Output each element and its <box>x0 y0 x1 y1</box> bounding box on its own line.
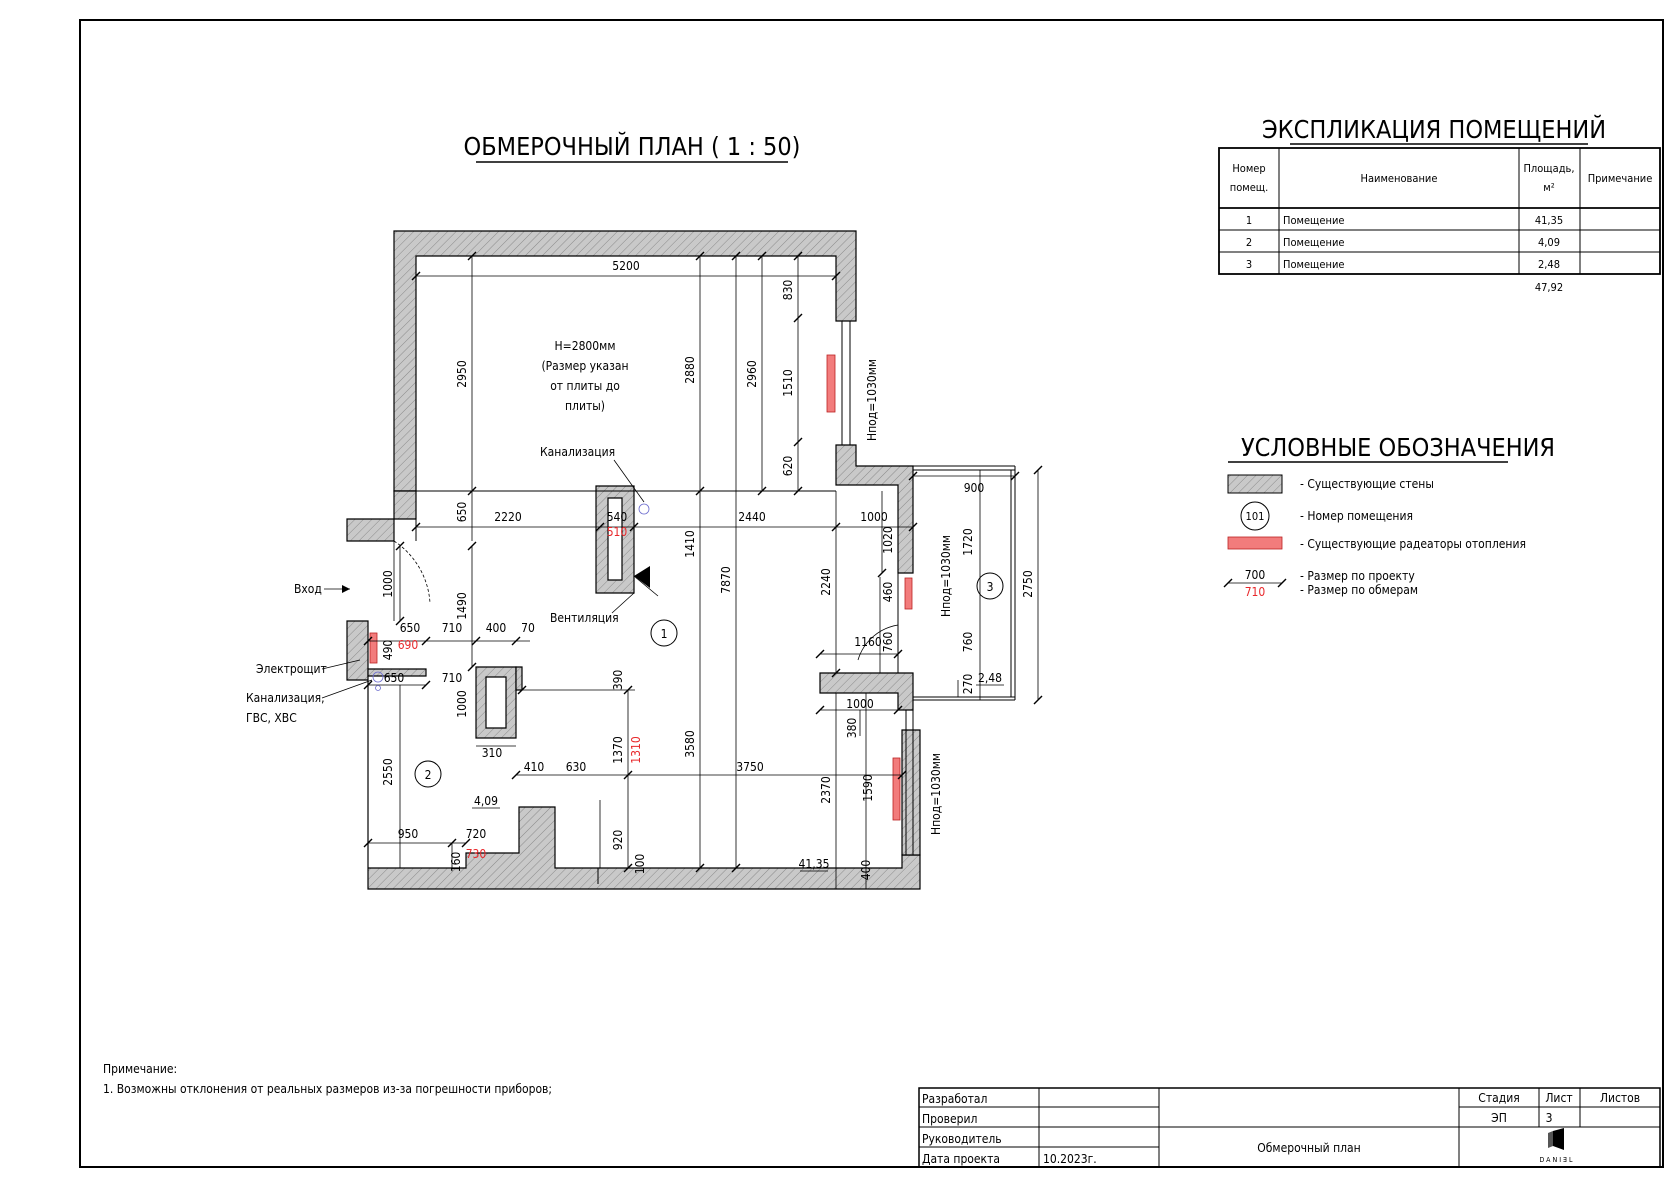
dim-text: 710 <box>441 621 463 635</box>
room-2-area: 4,09 <box>473 794 499 808</box>
dim-text: 1000 <box>381 570 395 598</box>
dim-text: 900 <box>963 481 985 495</box>
entrance-label: Вход <box>294 582 322 596</box>
dim-text: 720 <box>465 827 487 841</box>
dim-text: 650 <box>399 621 421 635</box>
dim-text: 830 <box>781 279 795 301</box>
header-name: Наименование <box>1360 172 1438 185</box>
ventilation-label: Вентиляция <box>550 611 619 625</box>
dim-text: 710 <box>441 671 463 685</box>
existing-walls <box>347 231 920 889</box>
stamp-sheets-header: Листов <box>1599 1091 1641 1105</box>
dim-text: 2240 <box>819 568 833 596</box>
notes-line-1: 1. Возможны отклонения от реальных размеров из-за погрешности приборов; <box>103 1082 553 1096</box>
dim-text-measured: 1310 <box>629 736 643 764</box>
header-area: Площадь, <box>1523 162 1575 175</box>
stamp-project-date: Дата проекта <box>922 1152 1000 1166</box>
dim-text: 1000 <box>455 690 469 718</box>
dim-text-measured: 690 <box>397 638 419 652</box>
row-num: 3 <box>1245 258 1253 271</box>
total-area: 47,92 <box>1534 281 1564 294</box>
legend <box>1224 433 1555 599</box>
dim-text: 1000 <box>860 510 888 524</box>
riser-marker <box>376 686 381 691</box>
legend-dim-measured-label: - Размер по обмерам <box>1300 583 1419 597</box>
stamp-stage-header: Стадия <box>1478 1091 1520 1105</box>
dim-text: 920 <box>611 829 625 851</box>
radiator-1 <box>827 355 835 412</box>
dim-text: 2370 <box>819 776 833 804</box>
dim-text: 1000 <box>846 697 874 711</box>
sewer-label: Канализация <box>540 445 616 459</box>
stamp-manager: Руководитель <box>922 1132 1002 1146</box>
legend-room-sample: 101 <box>1245 510 1265 523</box>
dim-text: 270 <box>961 673 975 695</box>
header-num: помещ. <box>1229 181 1269 194</box>
dim-text: 760 <box>961 631 975 653</box>
radiator-3 <box>893 758 900 820</box>
dim-text: 390 <box>611 669 625 691</box>
room-3-area: 2,48 <box>977 671 1003 685</box>
dim-text: 2440 <box>738 510 766 524</box>
notes <box>103 1062 552 1096</box>
room-1-area: 41,35 <box>798 857 830 871</box>
explication-title: ЭКСПЛИКАЦИЯ ПОМЕЩЕНИЙ <box>1261 115 1607 144</box>
row-name: Помещение <box>1283 236 1345 249</box>
electric-panel-label: Электрощит <box>256 662 327 676</box>
dim-text: 760 <box>881 631 895 653</box>
stamp-checked: Проверил <box>922 1112 978 1126</box>
dim-text: 70 <box>521 621 535 635</box>
radiator-height-label: Hпод=1030мм <box>865 358 879 442</box>
stamp-sheet-value: 3 <box>1545 1111 1553 1125</box>
stamp-stage-value: ЭП <box>1491 1111 1507 1125</box>
dim-text: 1720 <box>961 528 975 556</box>
row-name: Помещение <box>1283 214 1345 227</box>
legend-walls-label: - Существующие стены <box>1300 477 1434 491</box>
header-area: м² <box>1543 181 1555 194</box>
stamp-date-value: 10.2023г. <box>1043 1152 1097 1166</box>
dim-text: 7870 <box>719 566 733 594</box>
legend-dim-design-label: - Размер по проекту <box>1300 569 1415 583</box>
room-3-number: 3 <box>986 580 994 594</box>
dim-text: 3580 <box>683 730 697 758</box>
legend-title: УСЛОВНЫЕ ОБОЗНАЧЕНИЯ <box>1240 433 1556 462</box>
dim-text: 2550 <box>381 758 395 786</box>
dim-text: 950 <box>397 827 419 841</box>
door-swings <box>394 541 898 660</box>
row-name: Помещение <box>1283 258 1345 271</box>
plan-interior-lines <box>416 321 1015 884</box>
room-1-number: 1 <box>660 627 668 641</box>
dim-text: 1160 <box>854 635 882 649</box>
radiator-2 <box>905 578 912 609</box>
stamp-drawing-name: Обмерочный план <box>1257 1141 1361 1155</box>
sewer-marker <box>639 504 649 514</box>
explication-table <box>1219 115 1660 294</box>
room-2-number: 2 <box>424 768 432 782</box>
row-num: 2 <box>1245 236 1253 249</box>
title-block <box>919 1088 1660 1167</box>
dim-text: 5200 <box>612 259 640 273</box>
company-logo <box>1539 1128 1574 1164</box>
legend-room-label: - Номер помещения <box>1300 509 1413 523</box>
dim-text: 3750 <box>736 760 764 774</box>
dim-text: 2750 <box>1021 570 1035 598</box>
dim-text: 2220 <box>494 510 522 524</box>
notes-title: Примечание: <box>103 1062 178 1076</box>
plan-title: ОБМЕРОЧНЫЙ ПЛАН ( 1 : 50) <box>463 132 801 161</box>
logo-text: DANIƎL <box>1539 1156 1575 1164</box>
dim-text: 1590 <box>861 774 875 802</box>
dim-text: 400 <box>859 859 873 881</box>
dim-text: 2880 <box>683 356 697 384</box>
row-num: 1 <box>1245 214 1253 227</box>
ceiling-height-note <box>541 339 628 413</box>
dim-text: 1490 <box>455 592 469 620</box>
dim-text: 460 <box>881 581 895 603</box>
header-note: Примечание <box>1587 172 1653 185</box>
dim-text: 380 <box>845 717 859 739</box>
dim-text: 540 <box>606 510 628 524</box>
dim-text: 400 <box>485 621 507 635</box>
note-line: (Размер указан <box>541 359 629 373</box>
dim-text: 630 <box>565 760 587 774</box>
dim-text: 650 <box>383 671 405 685</box>
dim-text: 1510 <box>781 369 795 397</box>
sewer-water-label: Канализация, <box>246 691 325 705</box>
row-area: 41,35 <box>1534 214 1564 227</box>
dim-text: 310 <box>481 746 503 760</box>
note-line: плиты) <box>564 399 606 413</box>
legend-dim-measured-sample: 710 <box>1244 585 1266 599</box>
legend-radiator-swatch <box>1228 537 1282 549</box>
header-num: Номер <box>1232 162 1266 175</box>
radiator-height-label: Hпод=1030мм <box>929 752 943 836</box>
dim-text: 2950 <box>455 360 469 388</box>
dim-text: 410 <box>523 760 545 774</box>
dim-text: 490 <box>381 639 395 661</box>
row-area: 4,09 <box>1537 236 1561 249</box>
dim-text: 650 <box>455 501 469 523</box>
dim-text: 2960 <box>745 360 759 388</box>
dim-text-measured: 510 <box>606 525 628 539</box>
ventilation-arrow <box>634 566 650 588</box>
dim-text-measured: 730 <box>465 847 487 861</box>
legend-wall-swatch <box>1228 475 1282 493</box>
dim-text: 620 <box>781 455 795 477</box>
stamp-sheet-header: Лист <box>1545 1091 1573 1105</box>
dim-text: 1410 <box>683 530 697 558</box>
stamp-developed: Разработал <box>922 1092 988 1106</box>
floor-plan <box>246 132 1042 889</box>
row-area: 2,48 <box>1537 258 1561 271</box>
radiator-height-label: Hпод=1030мм <box>939 534 953 618</box>
dim-text: 100 <box>633 853 647 875</box>
dim-text: 160 <box>449 851 463 873</box>
legend-radiator-label: - Существующие радеаторы отопления <box>1300 537 1526 551</box>
note-line: H=2800мм <box>554 339 616 353</box>
legend-dim-sample: 700 <box>1244 568 1266 582</box>
sewer-water-label: ГВС, ХВС <box>246 711 297 725</box>
dim-text: 1370 <box>611 736 625 764</box>
note-line: от плиты до <box>550 379 620 393</box>
dim-text: 1020 <box>881 526 895 554</box>
